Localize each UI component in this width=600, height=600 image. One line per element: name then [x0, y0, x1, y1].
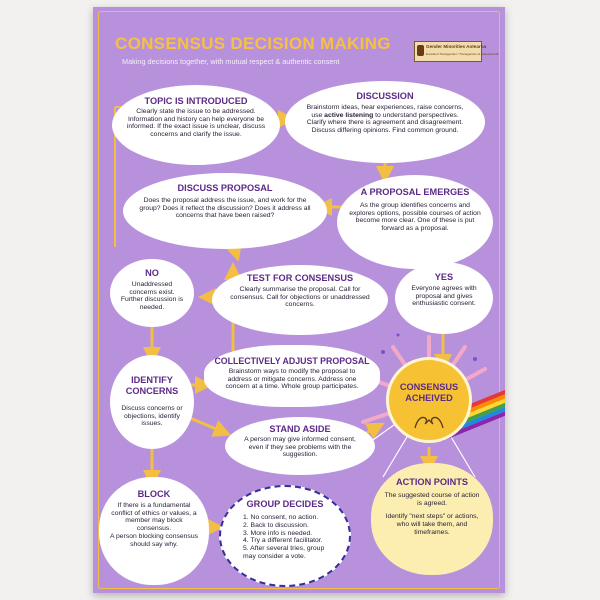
- node-title: TOPIC IS INTRODUCED: [144, 96, 248, 106]
- node-body: Clearly summarise the proposal. Call for consensus. Call for objections or unaddressed concerns.: [230, 286, 370, 309]
- poster: [93, 7, 505, 593]
- group-decides-list: [243, 514, 335, 561]
- node-identify-concerns: [110, 355, 194, 449]
- body-text: to understand perspectives. Clarify where there is agreement and disagreement. Discuss differing opinions. Find common ground.: [306, 111, 464, 135]
- logo-tagline: Excellent Transgender / Transgender of Aotearoa NZ: [426, 52, 499, 56]
- node-title: A PROPOSAL EMERGES: [360, 187, 470, 197]
- node-test-for-consensus: [212, 265, 388, 335]
- list-item: 1. No consent, no action.: [243, 514, 319, 521]
- node-body: A person may give informed consent, even if they see problems with the suggestion.: [244, 436, 356, 459]
- node-stand-aside: [225, 417, 375, 475]
- node-proposal-emerges: [337, 175, 493, 269]
- node-title: DISCUSSION: [356, 91, 414, 101]
- list-item: 5. After several tries, group may consider a vote.: [243, 545, 325, 560]
- node-body: As the group identifies concerns and explores options, possible courses of action become more clear. One of these is put forward as a proposal.: [349, 202, 481, 233]
- hands-holding-icon: [411, 410, 447, 432]
- node-title: ACTION POINTS: [396, 477, 468, 487]
- node-block: [99, 477, 209, 585]
- node-consensus-achieved: [386, 357, 472, 443]
- list-item: 2. Back to discussion.: [243, 521, 309, 529]
- node-body: [383, 492, 481, 537]
- node-title: IDENTIFY CONCERNS: [125, 375, 179, 396]
- node-adjust-proposal: [204, 345, 380, 407]
- block-text: If there is a fundamental conflict of ethics or values, a member may block consensus.: [111, 502, 197, 533]
- node-no: [110, 259, 194, 327]
- node-title: GROUP DECIDES: [246, 499, 324, 509]
- node-discuss-proposal: [123, 173, 327, 249]
- node-action-points: [371, 463, 493, 575]
- node-body: Does the proposal address the issue, and work for the group? Does it reflect the discussion? Does it address all concerns that have been raised?: [139, 197, 311, 220]
- node-topic-introduced: [112, 85, 280, 165]
- node-body: Brainstorm ways to modify the proposal to address or mitigate concerns. Address one concern at a time. Whole group participates.: [225, 368, 359, 391]
- action-text: Identify "next steps" or actions, who will take them, and timeframes.: [385, 513, 479, 536]
- node-title: BLOCK: [137, 489, 171, 499]
- action-text: The suggested course of action is agreed.: [384, 492, 480, 507]
- node-title: CONSENSUS ACHEIVED: [399, 382, 459, 403]
- node-body: [109, 502, 199, 548]
- poster-title: CONSENSUS DECISION MAKING: [115, 34, 391, 53]
- node-title: COLLECTIVELY ADJUST PROPOSAL: [214, 356, 370, 366]
- poster-subtitle: Making decisions together, with mutual respect & authentic consent: [122, 57, 340, 66]
- node-group-decides: [219, 485, 351, 587]
- logo-name: Gender Minorities Aotearoa: [426, 44, 487, 49]
- node-body: Discuss concerns or objections, identify issues.: [121, 405, 183, 428]
- body-emphasis: active listening: [324, 111, 374, 119]
- body-text: Brainstorm ideas, hear experiences, raise concerns, use: [306, 104, 464, 119]
- node-discussion: [285, 81, 485, 163]
- node-body: Everyone agrees with proposal and gives enthusiastic consent.: [411, 285, 477, 308]
- node-body: Unaddressed concerns exist. Further discussion is needed.: [120, 281, 184, 312]
- node-title: STAND ASIDE: [269, 424, 331, 434]
- node-title: TEST FOR CONSENSUS: [246, 273, 354, 283]
- list-item: 4. Try a different facilitator.: [243, 537, 323, 545]
- node-title: YES: [434, 272, 454, 282]
- block-text: A person blocking consensus should say why.: [109, 532, 199, 548]
- node-title: DISCUSS PROPOSAL: [177, 183, 273, 193]
- node-body: [301, 104, 469, 135]
- list-item: 3. More info is needed.: [243, 529, 313, 537]
- node-title: NO: [145, 268, 159, 278]
- node-body: Clearly state the issue to be addressed. Information and history can help everyone be informed. If the exact issue is unclear, discuss concerns and clarify the issue.: [126, 108, 266, 139]
- node-yes: [395, 262, 493, 334]
